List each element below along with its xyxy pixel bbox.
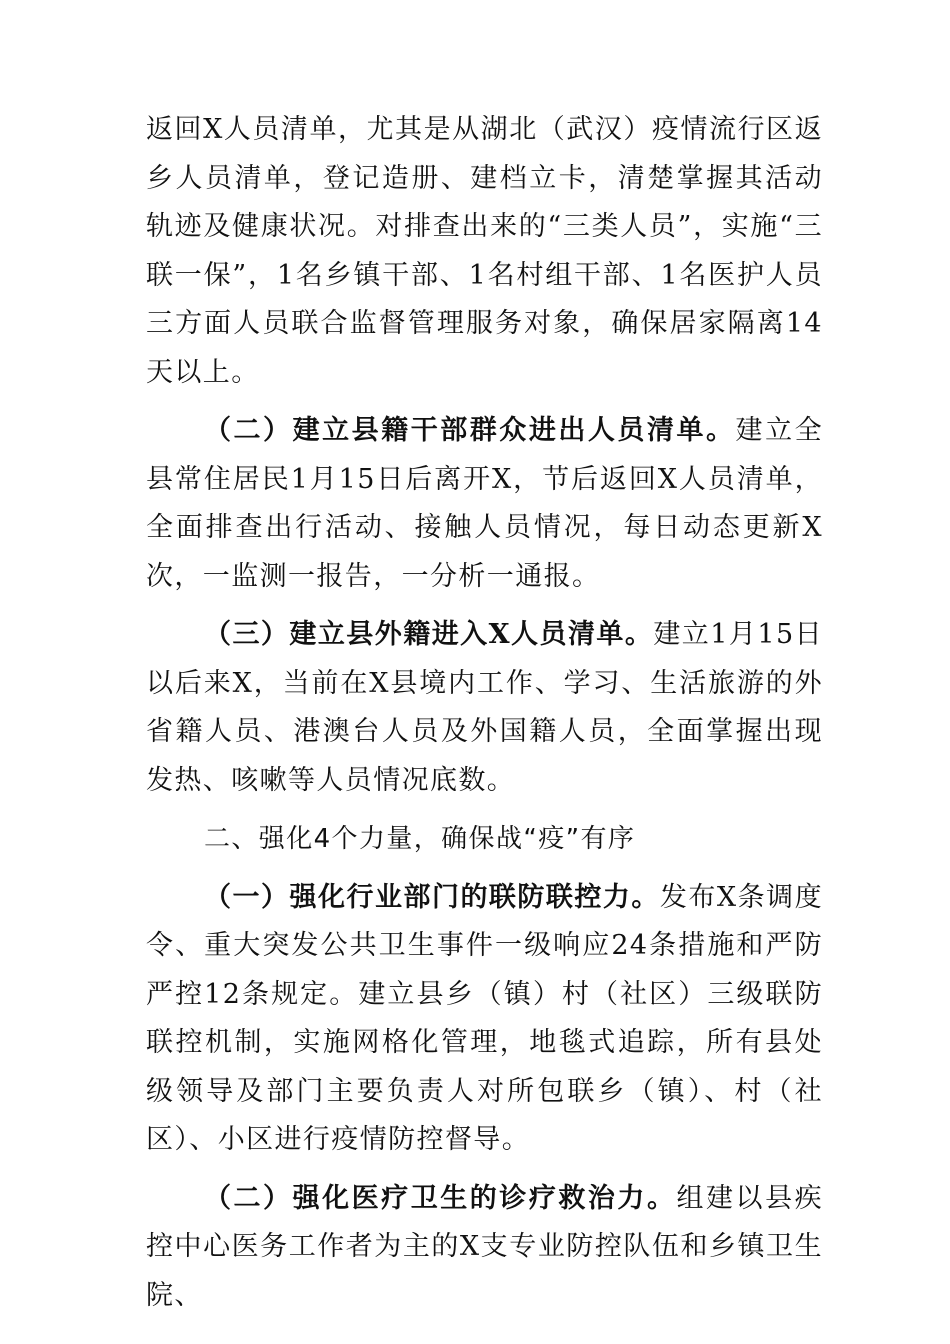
paragraph-outside-residents-list (146, 611, 823, 805)
paragraph-text: 建立全县常住居民1月15日后离开X，节后返回X人员清单，全面排查出行活动、接触人员情况，每日动态更新X次，一监测一报告，一分析一通报。 (146, 415, 824, 592)
paragraph-text: 返回X人员清单，尤其是从湖北（武汉）疫情流行区返乡人员清单，登记造册、建档立卡，清楚掌握其活动轨迹及健康状况。对排查出来的“三类人员”，实施“三联一保”，1名乡镇干部、1名村组干部、1名医护人员三方面人员联合监督管理服务对象，确保居家隔离14天以上。 (146, 114, 823, 388)
paragraph-lead: （二）建立县籍干部群众进出人员清单。 (204, 415, 736, 446)
paragraph-text: 组建以县疾控中心医务工作者为主的X支专业防控队伍和乡镇卫生院、 (146, 1182, 824, 1311)
paragraph-text: 建立1月15日以后来X，当前在X县境内工作、学习、生活旅游的外省籍人员、港澳台人员及外国籍人员，全面掌握出现发热、咳嗽等人员情况底数。 (146, 619, 823, 796)
paragraph-county-residents-list (146, 407, 823, 601)
document-body (146, 106, 823, 1330)
paragraph-joint-control (146, 874, 823, 1165)
section-heading: 二、强化4个力量，确保战“疫”有序 (204, 824, 636, 854)
paragraph-medical-treatment (146, 1175, 823, 1321)
paragraph-text: 发布X条调度令、重大突发公共卫生事件一级响应24条措施和严防严控12条规定。建立县乡（镇）村（社区）三级联防联控机制，实施网格化管理，地毯式追踪，所有县处级领导及部门主要负责人对所包联乡（镇）、村（社区）、小区进行疫情防控督导。 (146, 881, 823, 1155)
paragraph-lead: （二）强化医疗卫生的诊疗救治力。 (204, 1182, 677, 1214)
paragraph-continued (146, 106, 823, 397)
paragraph-lead: （三）建立县外籍进入X人员清单。 (204, 619, 654, 650)
paragraph-lead: （一）强化行业部门的联防联控力。 (204, 881, 660, 913)
